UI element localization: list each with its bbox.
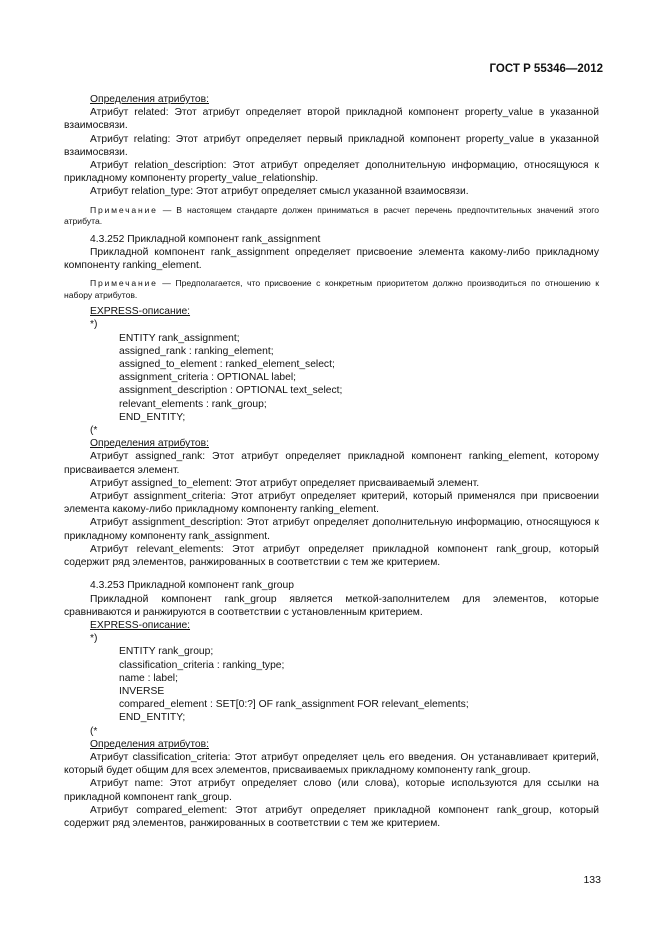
attribute-definition: Атрибут assigned_rank: Этот атрибут определяет прикладной компонент ranking_element, которому присваивается элемент. [64, 451, 599, 476]
standard-number: ГОСТ Р 55346—2012 [489, 63, 603, 75]
comment-close-marker: *) [90, 319, 98, 331]
express-description-label: EXPRESS-описание: [90, 306, 191, 318]
attribute-definitions-heading: Определения атрибутов: [90, 94, 209, 105]
attribute-definition: Атрибут relation_description: Этот атрибут определяет дополнительную информацию, относящуюся к прикладному компоненту property_value_relationship. [64, 160, 599, 185]
comment-open-marker: (* [90, 425, 98, 437]
attribute-definition: Атрибут relating: Этот атрибут определяет первый прикладной компонент property_value в указанной взаимосвязи. [64, 133, 599, 158]
express-code-block [64, 332, 599, 424]
code-line: relevant_elements : rank_group; [119, 398, 267, 410]
attribute-definitions-heading: Определения атрибутов: [90, 738, 209, 750]
code-line: classification_criteria : ranking_type; [119, 659, 285, 671]
code-line: ENTITY rank_assignment; [119, 332, 240, 344]
section-intro: Прикладной компонент rank_group является меткой-заполнителем для элементов, которые сравниваются и ранжируются в соответствии с установленным критерием. [64, 593, 599, 618]
code-line: compared_element : SET[0:?] OF rank_assignment FOR relevant_elements; [119, 699, 469, 711]
attribute-definition: Атрибут related: Этот атрибут определяет второй прикладной компонент property_value в указанной взаимосвязи. [64, 107, 599, 132]
code-line: ENTITY rank_group; [119, 646, 214, 658]
attribute-definition: Атрибут classification_criteria: Этот атрибут определяет цель его введения. Он устанавливает критерий, который будет общим для всех элементов, присваиваемых прикладному компоненту rank_group. [64, 751, 599, 777]
attribute-definition: Атрибут name: Этот атрибут определяет слово (или слова), которые используются для ссылки на прикладной компонент rank_group. [64, 778, 599, 803]
express-code-block [64, 645, 599, 724]
code-line: END_ENTITY; [119, 712, 186, 724]
code-line: name : label; [119, 672, 178, 684]
attribute-definition: Атрибут assignment_criteria: Этот атрибут определяет критерий, который применялся при присвоении элемента какому-либо прикладному компоненту ranking_element. [64, 491, 599, 516]
note [64, 278, 599, 301]
code-line: assignment_criteria : OPTIONAL label; [119, 372, 297, 384]
note-text: — В настоящем стандарте должен приниматься в расчет перечень предпочтительных значений этого атрибута. [64, 204, 599, 227]
comment-close-marker: *) [90, 633, 98, 645]
note-text: — Предполагается, что присвоение с конкретным приоритетом должно производиться по отношению к набору атрибутов. [64, 278, 599, 300]
section-intro: Прикладной компонент rank_assignment определяет присвоение элемента какому-либо прикладному компоненту ranking_element. [64, 246, 599, 272]
note-label: Примечание [90, 278, 158, 289]
code-line: assigned_to_element : ranked_element_select; [119, 359, 335, 371]
page-body [64, 93, 599, 830]
attribute-definition: Атрибут relevant_elements: Этот атрибут определяет прикладной компонент rank_group, который содержит ряд элементов, ранжированных в соответствии с тем же критерием. [64, 543, 599, 569]
attribute-definition: Атрибут assignment_description: Этот атрибут определяет дополнительную информацию, относящуюся к прикладному компоненту rank_assignment. [64, 517, 599, 542]
note [64, 205, 599, 228]
code-line: assignment_description : OPTIONAL text_select; [119, 385, 343, 397]
section-title-rank-assignment: 4.3.252 Прикладной компонент rank_assignment [90, 233, 321, 245]
attribute-definitions-heading: Определения атрибутов: [90, 438, 209, 450]
comment-open-marker: (* [90, 725, 98, 737]
note-label: Примечание [90, 204, 158, 215]
attribute-definition: Атрибут assigned_to_element: Этот атрибут определяет присваиваемый элемент. [90, 477, 480, 489]
code-line: assigned_rank : ranking_element; [119, 345, 274, 357]
section-title-rank-group: 4.3.253 Прикладной компонент rank_group [90, 580, 294, 592]
attribute-definition: Атрибут relation_type: Этот атрибут определяет смысл указанной взаимосвязи. [90, 186, 469, 198]
attribute-definition: Атрибут compared_element: Этот атрибут определяет прикладной компонент rank_group, который содержит ряд элементов, ранжированных в соответствии с тем же критерием. [64, 804, 599, 829]
express-description-label: EXPRESS-описание: [90, 619, 191, 631]
code-line: INVERSE [119, 685, 165, 697]
page-number: 133 [583, 874, 601, 886]
code-line: END_ENTITY; [119, 411, 186, 423]
